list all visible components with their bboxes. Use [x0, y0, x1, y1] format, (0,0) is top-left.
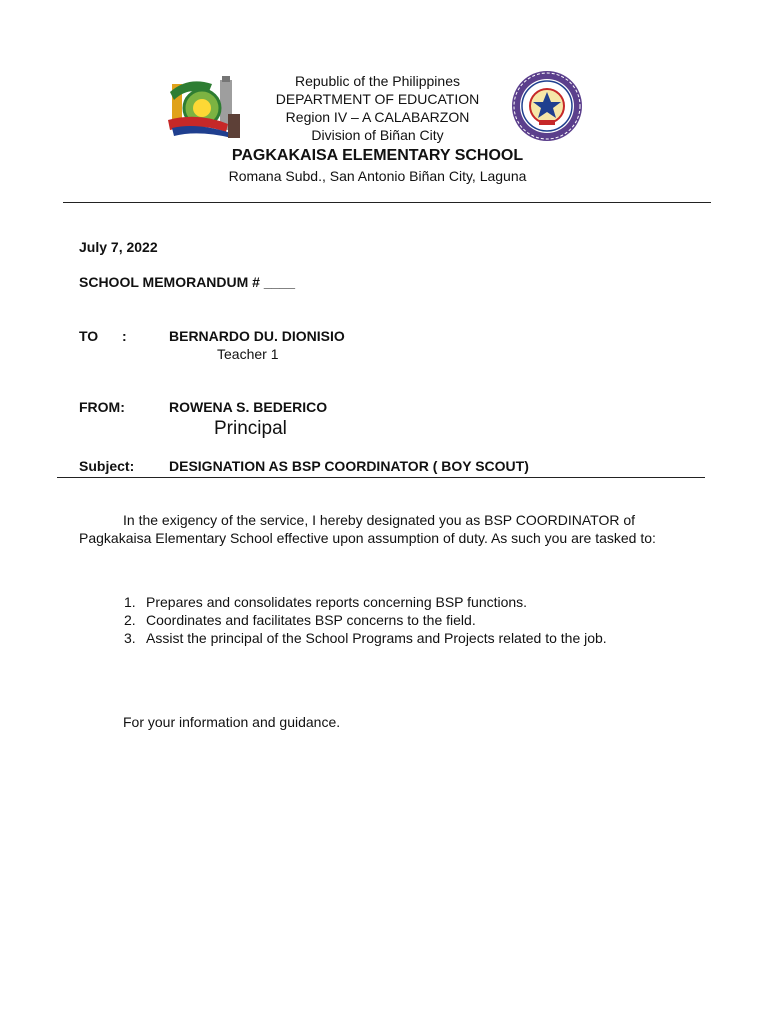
subject-text: DESIGNATION AS BSP COORDINATOR ( BOY SCOUT)	[169, 458, 529, 474]
task-list	[124, 593, 607, 647]
subject-divider	[57, 477, 705, 478]
list-item	[124, 611, 607, 629]
list-item-text: Coordinates and facilitates BSP concerns to the field.	[146, 612, 476, 628]
list-item-number: 1.	[124, 594, 136, 610]
to-label: TO	[79, 328, 99, 344]
closing-line: For your information and guidance.	[123, 714, 341, 730]
list-item-text: Prepares and consolidates reports concerning BSP functions.	[146, 594, 528, 610]
list-item	[124, 629, 607, 647]
school-address: Romana Subd., San Antonio Biñan City, Laguna	[228, 168, 527, 184]
memo-number: SCHOOL MEMORANDUM # ____	[79, 274, 296, 290]
letterhead-divider	[63, 202, 711, 203]
recipient-position: Teacher 1	[217, 346, 279, 362]
list-item	[124, 593, 607, 611]
school-name: PAGKAKAISA ELEMENTARY SCHOOL	[231, 147, 524, 164]
sender-name: ROWENA S. BEDERICO	[169, 399, 328, 415]
from-label: FROM:	[79, 399, 125, 415]
department-line: DEPARTMENT OF EDUCATION	[275, 91, 480, 107]
body-paragraph: In the exigency of the service, I hereby designated you as BSP COORDINATOR of Pagkakaisa Elementary School effective upon assumption of duty. As such you are tasked to:	[79, 512, 656, 546]
list-item-text: Assist the principal of the School Programs and Projects related to the job.	[146, 630, 607, 646]
sender-position: Principal	[214, 418, 287, 439]
to-colon: :	[122, 328, 127, 344]
letterhead	[200, 72, 555, 185]
memo-date: July 7, 2022	[79, 239, 158, 255]
subject-label: Subject:	[79, 458, 135, 474]
region-line: Region IV – A CALABARZON	[285, 109, 470, 125]
list-item-number: 3.	[124, 630, 136, 646]
school-seal-icon	[506, 70, 588, 142]
list-item-number: 2.	[124, 612, 136, 628]
recipient-name: BERNARDO DU. DIONISIO	[169, 328, 345, 344]
republic-line: Republic of the Philippines	[295, 73, 460, 89]
division-line: Division of Biñan City	[311, 127, 444, 143]
